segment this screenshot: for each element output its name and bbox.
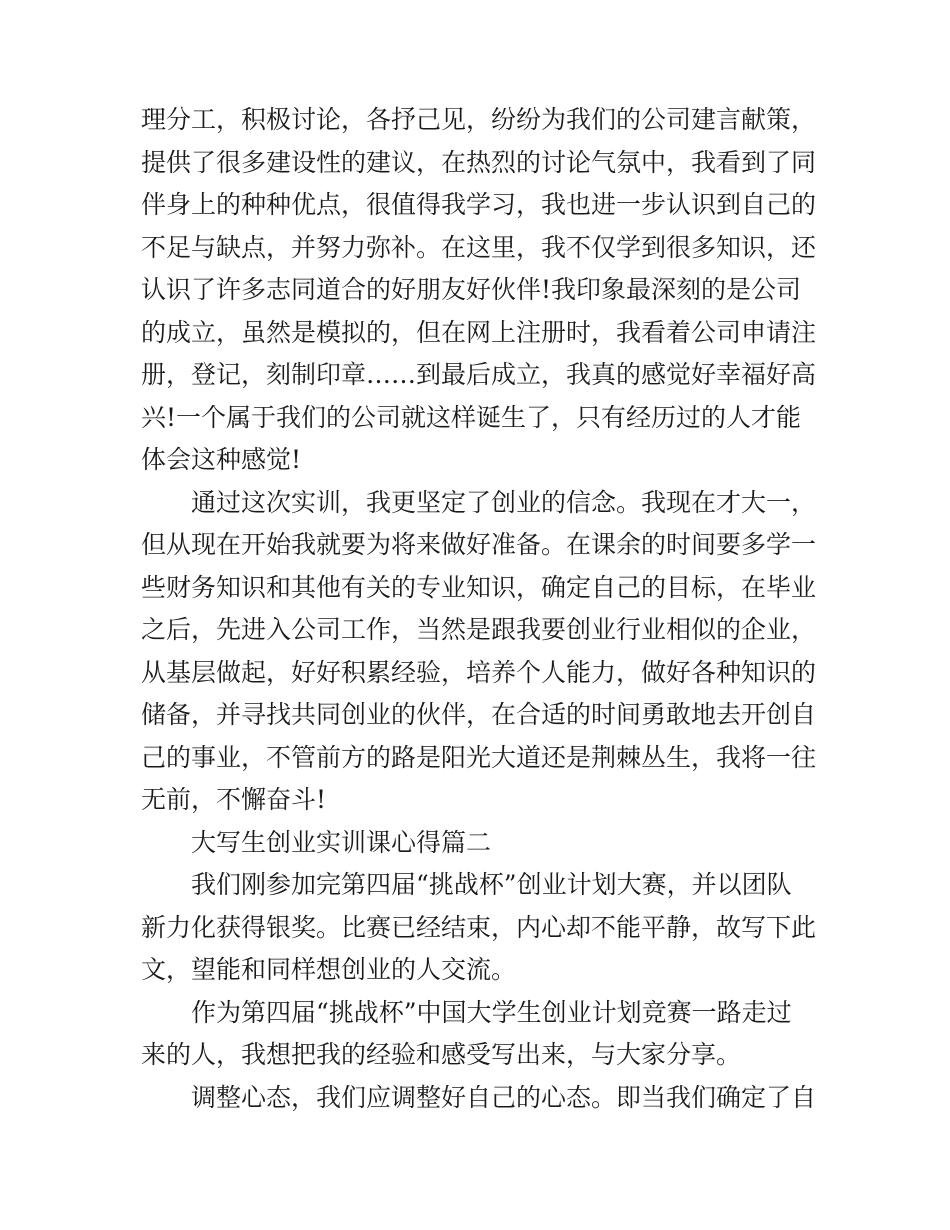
text-line: 提供了很多建设性的建议，在热烈的讨论气氛中，我看到了同 — [141, 147, 817, 177]
text-line: 理分工，积极讨论，各抒己见，纷纷为我们的公司建言献策， — [141, 105, 817, 134]
paragraph-first-line: 我们刚参加完第四届“挑战杯”创业计划大赛，并以团队 — [191, 870, 792, 899]
text-line: 认识了许多志同道合的好朋友好伙伴!我印象最深刻的是公司 — [141, 275, 802, 304]
text-line: 伴身上的种种优点，很值得我学习，我也进一步认识到自己的 — [141, 190, 817, 219]
text-line: 体会这种感觉! — [141, 445, 302, 474]
text-line: 之后，先进入公司工作，当然是跟我要创业行业相似的企业， — [141, 615, 817, 644]
paragraph-first-line: 大写生创业实训课心得篇二 — [191, 827, 492, 857]
text-line: 的成立，虽然是模拟的，但在网上注册时，我看着公司申请注 — [141, 317, 817, 347]
text-line: 无前，不懈奋斗! — [141, 785, 327, 814]
text-line: 但从现在开始我就要为将来做好准备。在课余的时间要多学一 — [141, 530, 817, 559]
document-body — [141, 99, 821, 1119]
text-line: 不足与缺点，并努力弥补。在这里，我不仅学到很多知识，还 — [141, 232, 817, 262]
paragraph-first-line: 通过这次实训，我更坚定了创业的信念。我现在才大一， — [191, 487, 817, 517]
text-line: 新力化获得银奖。比赛已经结束，内心却不能平静，故写下此 — [141, 912, 817, 942]
text-line: 文，望能和同样想创业的人交流。 — [141, 955, 517, 984]
text-line: 册，登记，刻制印章……到最后成立，我真的感觉好幸福好高 — [141, 360, 817, 389]
text-line: 兴!一个属于我们的公司就这样诞生了，只有经历过的人才能 — [141, 402, 802, 432]
paragraph-first-line: 调整心态，我们应调整好自己的心态。即当我们确定了自 — [191, 1082, 817, 1112]
text-line: 来的人，我想把我的经验和感受写出来，与大家分享。 — [141, 1040, 742, 1069]
text-line: 己的事业，不管前方的路是阳光大道还是荆棘丛生，我将一往 — [141, 742, 817, 772]
paragraph-first-line: 作为第四届“挑战杯”中国大学生创业计划竞赛一路走过 — [191, 997, 792, 1027]
text-line: 些财务知识和其他有关的专业知识，确定自己的目标，在毕业 — [141, 572, 817, 602]
text-line: 从基层做起，好好积累经验，培养个人能力，做好各种知识的 — [141, 657, 817, 687]
text-line: 储备，并寻找共同创业的伙伴，在合适的时间勇敢地去开创自 — [141, 700, 817, 729]
